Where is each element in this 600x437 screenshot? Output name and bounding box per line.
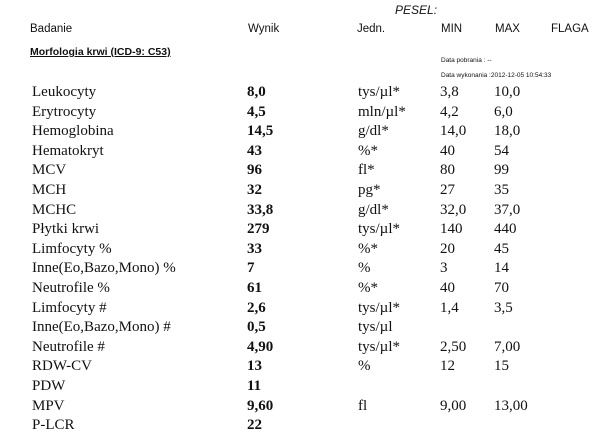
result-value: 33: [247, 241, 262, 257]
min-value: 14,0: [440, 123, 467, 139]
test-name: Hemoglobina: [32, 123, 114, 139]
max-value: 13,00: [494, 398, 528, 414]
result-value: 4,5: [247, 104, 266, 120]
result-value: 11: [247, 378, 262, 394]
result-row: [0, 417, 600, 436]
result-row: [0, 104, 600, 123]
column-header-test: Badanie: [30, 23, 73, 35]
min-value: 80: [440, 162, 455, 178]
max-value: 35: [494, 182, 509, 198]
unit: tys/µl*: [358, 300, 400, 316]
result-value: 22: [247, 417, 262, 433]
min-value: 1,4: [440, 300, 459, 316]
column-header-min: MIN: [441, 23, 463, 35]
unit: mln/µl*: [358, 104, 406, 120]
result-value: 32: [247, 182, 262, 198]
result-value: 7: [247, 260, 255, 276]
test-name: MCV: [32, 162, 67, 178]
max-value: 70: [494, 280, 509, 296]
test-name: Inne(Eo,Bazo,Mono) #: [32, 319, 171, 335]
result-row: [0, 241, 600, 260]
max-value: 14: [494, 260, 509, 276]
unit: %*: [358, 241, 378, 257]
result-row: [0, 280, 600, 299]
max-value: 15: [494, 358, 509, 374]
result-value: 43: [247, 143, 262, 159]
test-name: Erytrocyty: [32, 104, 97, 120]
result-row: [0, 84, 600, 103]
result-value: 33,8: [247, 202, 274, 218]
test-name: P-LCR: [32, 417, 75, 433]
result-value: 13: [247, 358, 262, 374]
test-name: Neutrofile %: [32, 280, 110, 296]
max-value: 18,0: [494, 123, 521, 139]
result-row: [0, 300, 600, 319]
collection-date: Data pobrania : --: [441, 57, 492, 64]
result-row: [0, 260, 600, 279]
result-row: [0, 339, 600, 358]
test-name: MCHC: [32, 202, 77, 218]
result-value: 279: [247, 221, 270, 237]
unit: %*: [358, 143, 378, 159]
pesel-label: PESEL:: [395, 3, 438, 17]
test-name: Hematokryt: [32, 143, 104, 159]
min-value: 40: [440, 280, 455, 296]
test-name: Leukocyty: [32, 84, 97, 100]
column-header-result: Wynik: [248, 23, 280, 35]
result-row: [0, 319, 600, 338]
min-value: 2,50: [440, 339, 467, 355]
result-value: 14,5: [247, 123, 274, 139]
unit: tys/µl*: [358, 84, 400, 100]
result-row: [0, 378, 600, 397]
result-value: 9,60: [247, 398, 274, 414]
min-value: 40: [440, 143, 455, 159]
test-name: MPV: [32, 398, 65, 414]
result-row: [0, 143, 600, 162]
column-header-unit: Jedn.: [357, 23, 386, 35]
min-value: 32,0: [440, 202, 467, 218]
max-value: 37,0: [494, 202, 521, 218]
result-value: 96: [247, 162, 262, 178]
max-value: 3,5: [494, 300, 513, 316]
result-row: [0, 123, 600, 142]
max-value: 99: [494, 162, 509, 178]
test-name: PDW: [32, 378, 66, 394]
unit: tys/µl: [358, 319, 393, 335]
min-value: 9,00: [440, 398, 467, 414]
unit: fl: [358, 398, 368, 414]
min-value: 140: [440, 221, 463, 237]
max-value: 6,0: [494, 104, 513, 120]
unit: pg*: [358, 182, 381, 198]
result-value: 2,6: [247, 300, 266, 316]
min-value: 12: [440, 358, 455, 374]
max-value: 10,0: [494, 84, 521, 100]
test-name: Limfocyty %: [32, 241, 112, 257]
result-value: 4,90: [247, 339, 274, 355]
test-name: Płytki krwi: [32, 221, 100, 237]
unit: %: [358, 358, 371, 374]
unit: %: [358, 260, 371, 276]
test-name: Limfocyty #: [32, 300, 107, 316]
test-name: Neutrofile #: [32, 339, 105, 355]
min-value: 27: [440, 182, 455, 198]
min-value: 3: [440, 260, 448, 276]
unit: tys/µl*: [358, 221, 400, 237]
test-name: MCH: [32, 182, 67, 198]
unit: g/dl*: [358, 202, 389, 218]
unit: %*: [358, 280, 378, 296]
column-header-max: MAX: [495, 23, 520, 35]
result-value: 61: [247, 280, 262, 296]
max-value: 54: [494, 143, 509, 159]
max-value: 7,00: [494, 339, 521, 355]
result-row: [0, 358, 600, 377]
result-row: [0, 221, 600, 240]
min-value: 20: [440, 241, 455, 257]
max-value: 45: [494, 241, 509, 257]
result-value: 8,0: [247, 84, 266, 100]
result-row: [0, 162, 600, 181]
min-value: 3,8: [440, 84, 459, 100]
result-row: [0, 398, 600, 417]
column-header-flag: FLAGA: [551, 23, 589, 35]
execution-date: Data wykonania :2012-12-05 10:54:33: [441, 72, 552, 79]
test-name: Inne(Eo,Bazo,Mono) %: [32, 260, 176, 276]
result-row: [0, 182, 600, 201]
section-title: Morfologia krwi (ICD-9: C53): [30, 46, 171, 58]
test-name: RDW-CV: [32, 358, 92, 374]
unit: tys/µl*: [358, 339, 400, 355]
unit: g/dl*: [358, 123, 389, 139]
result-row: [0, 202, 600, 221]
min-value: 4,2: [440, 104, 459, 120]
unit: fl*: [358, 162, 375, 178]
max-value: 440: [494, 221, 517, 237]
result-value: 0,5: [247, 319, 266, 335]
